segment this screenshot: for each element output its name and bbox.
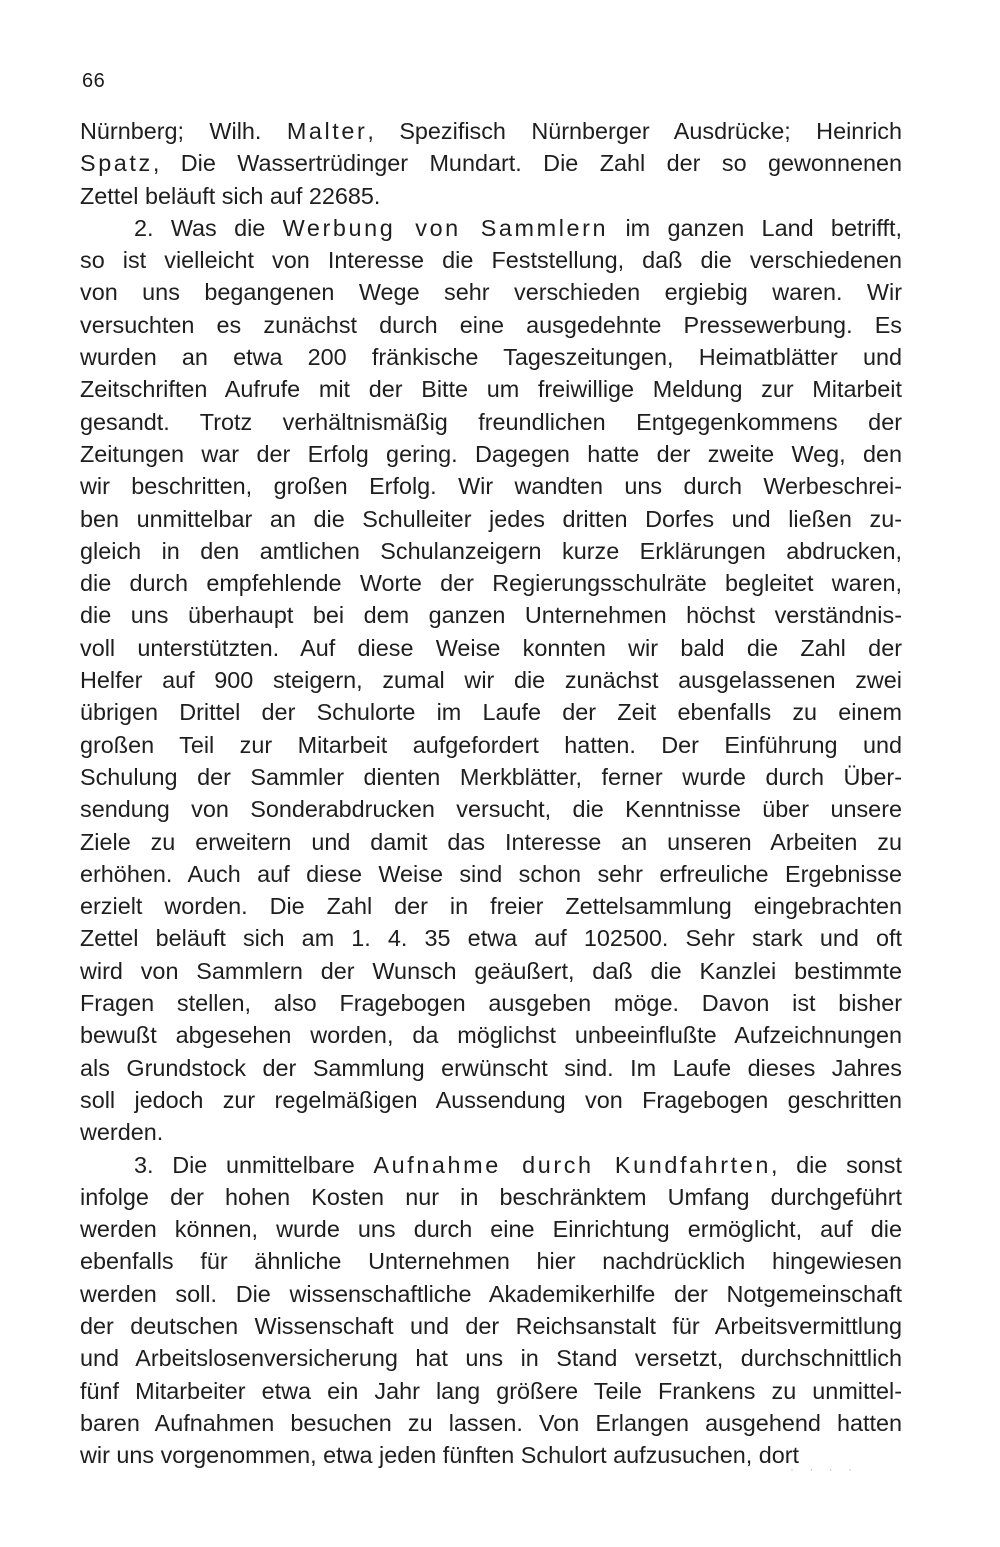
text-segment: und Arbeitslosenversicherung hat uns in Stand versetzt, durchschnittlich <box>80 1345 902 1372</box>
text-segment: der deutschen Wissenschaft und der Reichsanstalt für Arbeitsvermittlung <box>80 1312 902 1339</box>
text-segment: wir uns vorgenommen, etwa jeden fünften Schulort aufzusuchen, dort <box>80 1442 800 1469</box>
text-line <box>80 244 902 276</box>
text-line <box>80 1052 902 1084</box>
text-segment: 3. Die unmittelbare <box>134 1151 374 1178</box>
text-line <box>80 567 902 599</box>
text-segment: Schulung der Sammler dienten Merkblätter, ferner wurde durch Über- <box>80 763 902 790</box>
text-segment: wird von Sammlern der Wunsch geäußert, daß die Kanzlei bestimmte <box>80 957 902 984</box>
text-line <box>80 1213 902 1245</box>
text-segment: gleich in den amtlichen Schulanzeigern kurze Erklärungen abdrucken, <box>80 537 902 564</box>
text-line <box>80 858 902 890</box>
text-segment: Helfer auf 900 steigern, zumal wir die zunächst ausgelassenen zwei <box>80 667 902 694</box>
text-segment: Nürnberg; Wilh. <box>80 118 287 144</box>
text-segment: sendung von Sonderabdrucken versucht, die Kenntnisse über unsere <box>80 796 902 823</box>
text-line <box>80 1181 902 1213</box>
text-line <box>80 406 902 438</box>
text-line <box>80 212 902 244</box>
text-line <box>80 309 902 341</box>
text-segment: werden können, wurde uns durch eine Einrichtung ermöglicht, auf die <box>80 1216 902 1243</box>
text-line <box>80 1439 902 1471</box>
text-segment: werden. <box>80 1119 164 1146</box>
spaced-emphasis: Aufnahme durch Kundfahrten <box>373 1151 771 1178</box>
text-segment: als Grundstock der Sammlung erwünscht sind. Im Laufe dieses Jahres <box>80 1054 902 1081</box>
text-line <box>80 503 902 535</box>
text-segment: so ist vielleicht von Interesse die Feststellung, daß die verschiedenen <box>80 247 902 274</box>
text-line <box>80 1407 902 1439</box>
text-segment: wurden an etwa 200 fränkische Tageszeitungen, Heimatblätter und <box>80 344 902 371</box>
text-segment: versuchten es zunächst durch eine ausgedehnte Pressewerbung. Es <box>80 311 902 338</box>
text-line <box>80 373 902 405</box>
text-segment: ben unmittelbar an die Schulleiter jedes dritten Dorfes und ließen zu- <box>80 505 902 532</box>
text-line <box>80 1278 902 1310</box>
text-segment: Fragen stellen, also Fragebogen ausgeben möge. Davon ist bisher <box>80 990 902 1017</box>
text-segment: baren Aufnahmen besuchen zu lassen. Von Erlangen ausgehend hatten <box>80 1409 902 1436</box>
text-line <box>80 696 902 728</box>
text-line <box>80 1342 902 1374</box>
text-segment: Zettel beläuft sich am 1. 4. 35 etwa auf 102500. Sehr stark und oft <box>80 925 902 952</box>
text-segment: erzielt worden. Die Zahl der in freier Zettelsammlung eingebrachten <box>80 893 902 920</box>
text-segment: die uns überhaupt bei dem ganzen Unternehmen höchst verständnis- <box>80 602 902 629</box>
text-line <box>80 793 902 825</box>
spaced-emphasis: Malter <box>286 118 368 144</box>
text-segment: Zeitschriften Aufrufe mit der Bitte um freiwillige Meldung zur Mitarbeit <box>80 376 902 403</box>
text-segment: voll unterstützten. Auf diese Weise konnten wir bald die Zahl der <box>80 634 902 661</box>
text-segment: Zeitungen war der Erfolg gering. Dagegen hatte der zweite Weg, den <box>80 440 902 467</box>
text-line <box>80 1019 902 1051</box>
text-segment: soll jedoch zur regelmäßigen Aussendung von Fragebogen geschritten <box>80 1086 902 1113</box>
text-segment: wir beschritten, großen Erfolg. Wir wandten uns durch Werbeschrei- <box>80 473 902 500</box>
text-line <box>80 1310 902 1342</box>
text-segment: werden soll. Die wissenschaftliche Akademikerhilfe der Notgemeinschaft <box>80 1280 902 1307</box>
text-segment: erhöhen. Auch auf diese Weise sind schon sehr erfreuliche Ergebnisse <box>80 860 902 887</box>
body-text <box>80 115 902 1471</box>
text-line <box>80 955 902 987</box>
text-line <box>80 1375 902 1407</box>
text-line <box>80 438 902 470</box>
text-line <box>80 147 902 179</box>
text-line <box>80 276 902 308</box>
spaced-emphasis: Werbung von Sammlern <box>282 214 609 241</box>
spaced-emphasis: Spatz <box>80 150 153 177</box>
text-segment: Ziele zu erweitern und damit das Interesse an unseren Arbeiten zu <box>80 828 902 855</box>
text-segment: Zettel beläuft sich auf 22685. <box>80 182 381 209</box>
text-line <box>80 180 902 212</box>
text-line <box>80 1149 902 1181</box>
text-segment: die durch empfehlende Worte der Regierungsschulräte begleitet waren, <box>80 570 902 597</box>
text-segment: bewußt abgesehen worden, da möglichst unbeeinflußte Aufzeichnungen <box>80 1022 902 1049</box>
text-segment: gesandt. Trotz verhältnismäßig freundlichen Entgegenkommens der <box>80 408 902 435</box>
text-line <box>80 1084 902 1116</box>
text-segment: , die sonst <box>770 1151 902 1178</box>
print-specks: · · · · <box>790 1462 858 1476</box>
text-segment: fünf Mitarbeiter etwa ein Jahr lang größere Teile Frankens zu unmittel- <box>80 1377 902 1404</box>
text-line <box>80 1116 902 1148</box>
text-segment: , Die Wassertrüdinger Mundart. Die Zahl der so gewonnenen <box>152 150 902 177</box>
text-line <box>80 890 902 922</box>
text-line <box>80 729 902 761</box>
text-line <box>80 987 902 1019</box>
text-line <box>80 341 902 373</box>
text-segment: übrigen Drittel der Schulorte im Laufe der Zeit ebenfalls zu einem <box>80 699 902 726</box>
text-line <box>80 115 902 147</box>
text-segment: infolge der hohen Kosten nur in beschränktem Umfang durchgeführt <box>80 1183 902 1210</box>
text-segment: ebenfalls für ähnliche Unternehmen hier nachdrücklich hingewiesen <box>80 1248 902 1275</box>
text-line <box>80 535 902 567</box>
text-line <box>80 632 902 664</box>
text-segment: großen Teil zur Mitarbeit aufgefordert hatten. Der Einführung und <box>80 731 902 758</box>
text-line <box>80 922 902 954</box>
text-segment: von uns begangenen Wege sehr verschieden ergiebig waren. Wir <box>80 279 902 306</box>
text-segment: , Spezifisch Nürnberger Ausdrücke; Heinrich <box>367 118 902 144</box>
text-segment: 2. Was die <box>134 214 283 241</box>
text-line <box>80 1245 902 1277</box>
text-line <box>80 599 902 631</box>
text-line <box>80 470 902 502</box>
text-line <box>80 664 902 696</box>
page-number: 66 <box>82 70 106 92</box>
text-line <box>80 761 902 793</box>
text-line <box>80 826 902 858</box>
text-segment: im ganzen Land betrifft, <box>608 214 903 241</box>
